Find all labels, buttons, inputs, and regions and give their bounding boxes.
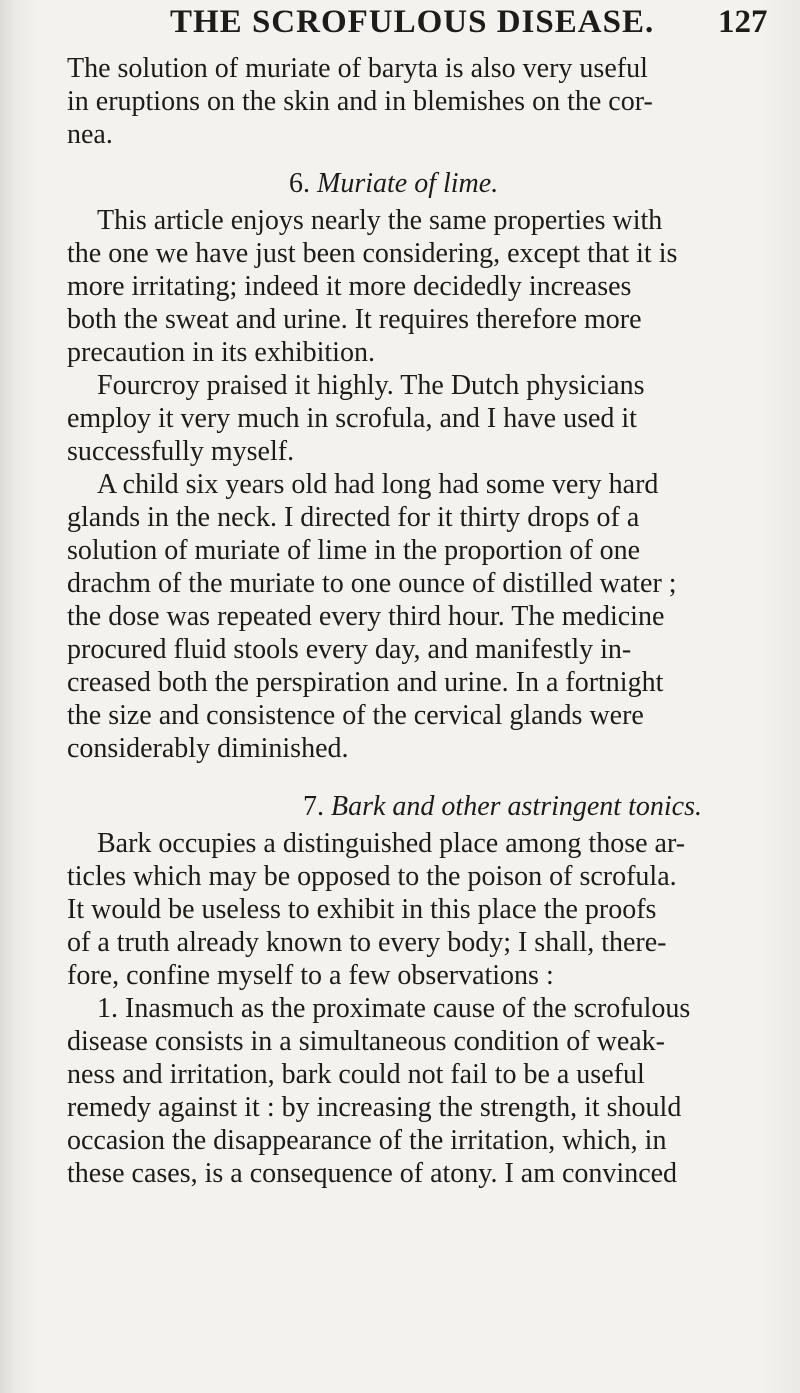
text-line: solution of muriate of lime in the proportion of one [67,535,641,566]
paragraph [67,369,767,468]
text-line: of a truth already known to every body; I shall, there- [67,927,667,958]
section-number: 6. [289,168,310,199]
paragraph [67,52,767,151]
paragraph [67,204,767,369]
text-line: glands in the neck. I directed for it thirty drops of a [67,502,640,533]
text-line: the one we have just been considering, except that it is [67,238,678,269]
section-title: Bark and other astringent tonics. [331,791,702,822]
text-line: creased both the perspiration and urine. In a fortnight [67,667,664,698]
paragraph [67,468,767,765]
text-line: precaution in its exhibition. [67,337,375,368]
text-line: more irritating; indeed it more decidedly increases [67,271,632,302]
text-line: considerably diminished. [67,733,349,764]
text-line: procured fluid stools every day, and manifestly in- [67,634,632,665]
body-text [67,52,767,1190]
text-line: employ it very much in scrofula, and I have used it [67,403,637,434]
text-line: occasion the disappearance of the irritation, which, in [67,1125,667,1156]
text-line: disease consists in a simultaneous condition of weak- [67,1026,665,1057]
text-line: ticles which may be opposed to the poison of scrofula. [67,861,677,892]
text-line: in eruptions on the skin and in blemishes on the cor- [67,86,653,117]
numbered-item [67,992,767,1190]
section-number: 7. [303,791,324,822]
text-line: remedy against it : by increasing the strength, it should [67,1092,682,1123]
text-line: these cases, is a consequence of atony. I am convinced [67,1158,678,1189]
text-line: the dose was repeated every third hour. The medicine [67,601,665,632]
paragraph [67,827,767,992]
text-line: Fourcroy praised it highly. The Dutch physicians [97,370,645,401]
section-heading-bark [67,787,767,827]
text-line: Bark occupies a distinguished place among those ar- [97,828,686,859]
text-line: The solution of muriate of baryta is also very useful [67,53,648,84]
section-heading-muriate-of-lime [67,164,767,204]
text-line: drachm of the muriate to one ounce of distilled water ; [67,568,677,599]
text-line: both the sweat and urine. It requires therefore more [67,304,642,335]
text-line: 1. Inasmuch as the proximate cause of the scrofulous [97,993,691,1024]
running-title: THE SCROFULOUS DISEASE. [170,4,655,40]
page-header [0,4,800,44]
text-line: nea. [67,119,113,150]
text-line: fore, confine myself to a few observations : [67,960,554,991]
text-line: It would be useless to exhibit in this place the proofs [67,894,657,925]
text-line: ness and irritation, bark could not fail to be a useful [67,1059,645,1090]
text-line: successfully myself. [67,436,295,467]
text-line: This article enjoys nearly the same properties with [97,205,663,236]
section-title: Muriate of lime. [317,168,499,199]
page-number: 127 [718,4,768,40]
text-line: A child six years old had long had some very hard [97,469,659,500]
text-line: the size and consistence of the cervical glands were [67,700,644,731]
